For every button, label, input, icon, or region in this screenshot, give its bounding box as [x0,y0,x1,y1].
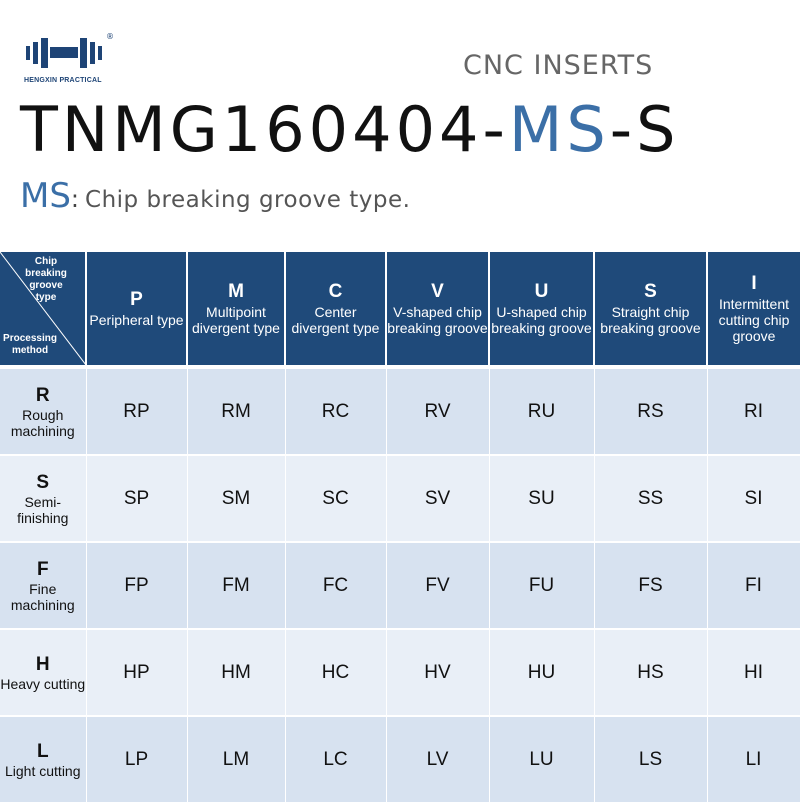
table-cell: LP [86,716,187,802]
row-letter: S [36,471,50,493]
table-cell: RS [594,367,707,455]
column-letter: V [431,281,444,302]
table-cell: FC [285,542,386,629]
column-header [187,252,285,367]
table-cell: FP [86,542,187,629]
row-label: Heavy cutting [0,675,86,692]
corner-row-label: Processing method [3,333,57,356]
table-cell: HM [187,629,285,716]
table-cell: LS [594,716,707,802]
column-letter: S [644,281,657,302]
column-letter: C [328,281,343,302]
table-cell: LV [386,716,489,802]
table-cell: LC [285,716,386,802]
column-label: Center divergent type [291,304,380,336]
column-header [594,252,707,367]
chip-groove-table [0,252,800,802]
table-cell: SU [489,455,594,542]
table-cell: RV [386,367,489,455]
table-cell: FU [489,542,594,629]
table-cell: SC [285,455,386,542]
groove-description [20,176,410,216]
row-header [0,629,86,716]
table-cell: RC [285,367,386,455]
corner-header-cell [0,252,86,367]
registered-mark: ® [106,32,114,41]
column-label: Straight chip breaking groove [600,304,701,336]
row-header [0,367,86,455]
column-header [707,252,800,367]
row-label: Fine machining [10,580,75,613]
row-header [0,542,86,629]
table-cell: HP [86,629,187,716]
column-header [386,252,489,367]
table-cell: LM [187,716,285,802]
table-cell: HV [386,629,489,716]
table-cell: SP [86,455,187,542]
column-label: Multipoint divergent type [192,304,280,336]
column-letter: M [228,281,244,302]
table-row [0,455,800,542]
table-cell: RU [489,367,594,455]
table-cell: HS [594,629,707,716]
brand-name: HENGXIN PRACTICAL [24,77,102,84]
column-label: V-shaped chip breaking groove [387,304,488,336]
table-row [0,367,800,455]
table-cell: SV [386,455,489,542]
table-cell: FI [707,542,800,629]
row-header [0,716,86,802]
model-suffix: -S [609,93,680,166]
column-header [489,252,594,367]
table-cell: RI [707,367,800,455]
table-cell: LI [707,716,800,802]
table-cell: RM [187,367,285,455]
row-letter: L [36,740,49,762]
table-cell: SS [594,455,707,542]
model-number [20,93,679,167]
table-cell: HU [489,629,594,716]
row-header [0,455,86,542]
table-row [0,629,800,716]
row-letter: F [36,558,49,580]
table-cell: FV [386,542,489,629]
table-cell: FM [187,542,285,629]
table-row [0,542,800,629]
table-cell: FS [594,542,707,629]
corner-column-label: Chip breaking groove type [25,256,67,303]
model-highlight: MS [508,93,610,166]
description-text: Chip breaking groove type. [85,187,411,213]
table-cell: HC [285,629,386,716]
table-cell: HI [707,629,800,716]
page-subtitle: CNC INSERTS [463,50,654,81]
table-cell: LU [489,716,594,802]
column-label: Peripheral type [89,312,184,328]
description-code: MS [20,176,71,216]
column-letter: U [534,281,549,302]
table-cell: SI [707,455,800,542]
column-label: U-shaped chip breaking groove [491,304,592,336]
description-separator: : [70,185,80,213]
table-header-row [0,252,800,367]
row-letter: R [35,384,50,406]
row-letter: H [35,653,50,675]
model-prefix: TNMG160404- [20,93,509,166]
table-row [0,716,800,802]
column-letter: I [751,273,757,294]
table-cell: SM [187,455,285,542]
row-label: Light cutting [5,762,81,779]
column-label: Intermittent cutting chip groove [718,296,790,344]
column-header [86,252,187,367]
column-header [285,252,386,367]
row-label: Rough machining [10,406,75,439]
table-cell: RP [86,367,187,455]
column-letter: P [130,289,143,310]
row-label: Semi-finishing [17,493,69,526]
